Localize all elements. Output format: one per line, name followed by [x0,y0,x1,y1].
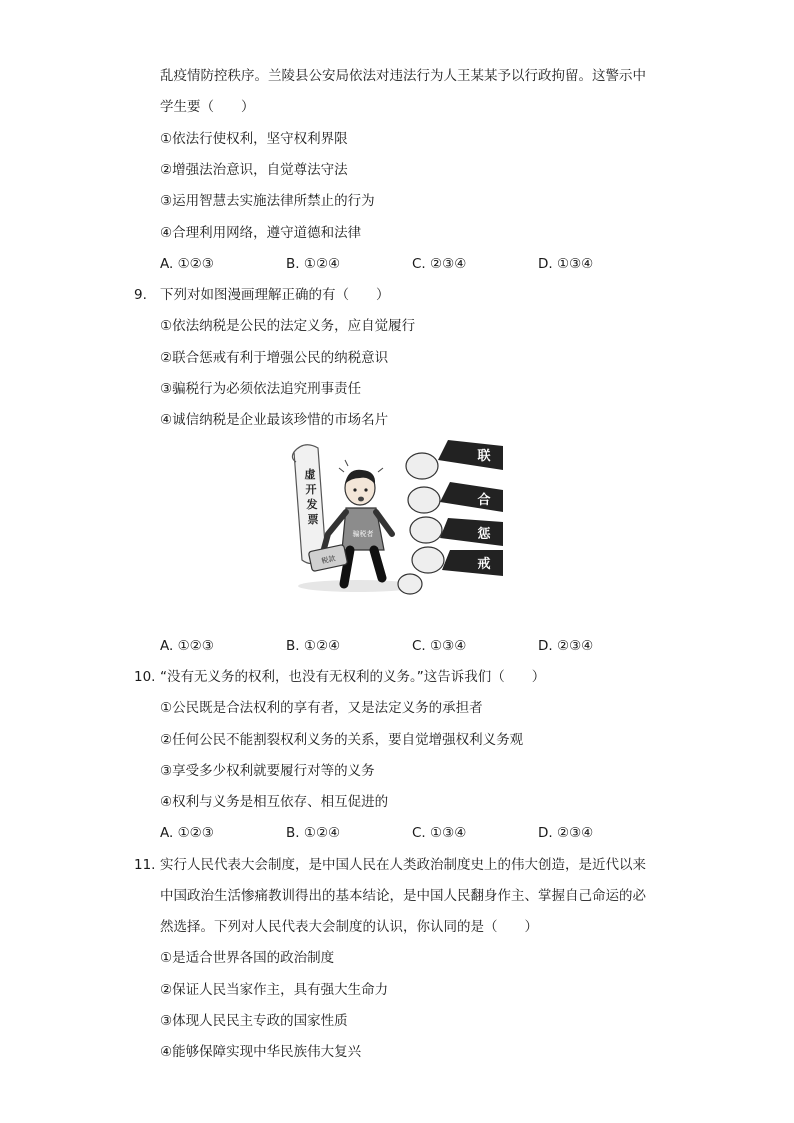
q11-stem-line-2: 中国政治生活惨痛教训得出的基本结论，是中国人民翻身作主、掌握自己命运的必 [160,888,646,904]
q8-stem-line-2: 学生要（ ） [160,99,255,115]
q9-statement-4: ④诚信纳税是企业最该珍惜的市场名片 [160,412,389,428]
q9-stem: 下列对如图漫画理解正确的有（ ） [160,287,390,303]
q9-statement-3: ③骗税行为必须依法追究刑事责任 [160,381,362,397]
q8-option-b[interactable]: B. ①②④ [286,256,341,272]
q8-stem-line-1: 乱疫情防控秩序。兰陵县公安局依法对违法行为人王某某予以行政拘留。这警示中 [160,68,646,84]
q11-stem-line-1: 实行人民代表大会制度，是中国人民在人类政治制度史上的伟大创造，是近代以来 [160,857,646,873]
q10-option-a[interactable]: A. ①②③ [160,825,214,841]
scroll-char-4: 票 [307,513,319,526]
arm-char-3: 惩 [477,527,491,542]
q11-statement-1: ①是适合世界各国的政治制度 [160,950,335,966]
arm-char-2: 合 [477,493,491,508]
q9-option-d[interactable]: D. ②③④ [538,638,594,654]
bag-label: 税款 [320,554,337,566]
q11-stem-line-3: 然选择。下列对人民代表大会制度的认识，你认同的是（ ） [160,919,538,935]
q8-statement-3: ③运用智慧去实施法律所禁止的行为 [160,193,375,209]
q11-statement-2: ②保证人民当家作主，具有强大生命力 [160,982,389,998]
q9-statement-1: ①依法纳税是公民的法定义务，应自觉履行 [160,318,416,334]
q9-number: 9. [134,287,147,303]
scroll-char-1: 虚 [304,468,316,481]
q10-statement-2: ②任何公民不能割裂权利义务的关系，要自觉增强权利义务观 [160,732,524,748]
q8-option-c[interactable]: C. ②③④ [412,256,467,272]
q11-statement-3: ③体现人民民主专政的国家性质 [160,1013,348,1029]
q8-statement-1: ①依法行使权利，坚守权利界限 [160,131,348,147]
q9-option-a[interactable]: A. ①②③ [160,638,214,654]
q10-number: 10. [134,669,156,685]
q10-stem: “没有无义务的权利，也没有无权利的义务。”这告诉我们（ ） [160,669,546,685]
q10-option-b[interactable]: B. ①②④ [286,825,341,841]
scroll-char-2: 开 [305,483,317,496]
q10-statement-3: ③享受多少权利就要履行对等的义务 [160,763,375,779]
arm-char-4: 戒 [477,557,491,572]
q11-statement-4: ④能够保障实现中华民族伟大复兴 [160,1044,362,1060]
q8-option-d[interactable]: D. ①③④ [538,256,594,272]
shirt-label: 骗税者 [352,530,374,538]
q8-statement-2: ②增强法治意识，自觉尊法守法 [160,162,348,178]
scroll-char-3: 发 [306,498,318,511]
q8-statement-4: ④合理利用网络，遵守道德和法律 [160,225,362,241]
q10-option-d[interactable]: D. ②③④ [538,825,594,841]
q11-number: 11. [134,857,156,873]
q9-option-b[interactable]: B. ①②④ [286,638,341,654]
arm-char-1: 联 [477,449,491,464]
q8-option-a[interactable]: A. ①②③ [160,256,214,272]
q10-statement-4: ④权利与义务是相互依存、相互促进的 [160,794,389,810]
q9-option-c[interactable]: C. ①③④ [412,638,467,654]
q10-statement-1: ①公民既是合法权利的享有者，又是法定义务的承担者 [160,700,483,716]
q10-option-c[interactable]: C. ①③④ [412,825,467,841]
q9-statement-2: ②联合惩戒有利于增强公民的纳税意识 [160,350,389,366]
tax-fraud-cartoon [288,438,503,598]
